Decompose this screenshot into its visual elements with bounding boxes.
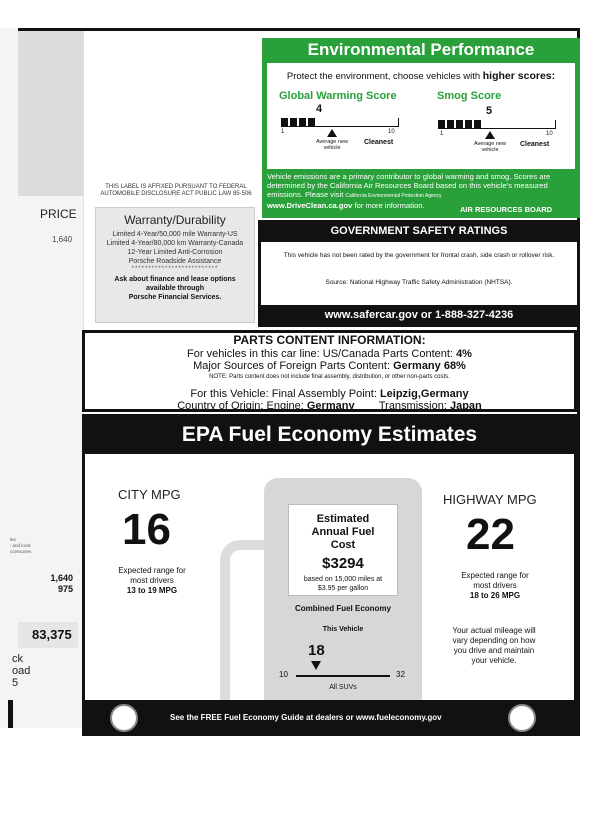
parts-line-1	[82, 348, 577, 360]
highway-mpg-label: HIGHWAY MPG	[443, 492, 537, 507]
range-text: Expected range for most drivers	[118, 566, 186, 585]
parts-value: Leipzig,Germany	[379, 388, 469, 400]
score-block	[465, 120, 472, 129]
parts-title: PARTS CONTENT INFORMATION:	[233, 333, 426, 347]
safety-title: GOVERNMENT SAFETY RATINGS	[258, 220, 580, 242]
average-marker-icon	[485, 131, 495, 139]
score-block	[474, 120, 481, 129]
range-value: 18 to 26 MPG	[469, 591, 521, 600]
smog-scale	[438, 120, 556, 129]
warranty-line: Limited 4-Year/80,000 km Warranty-Canada	[106, 240, 244, 247]
arb-label: AIR RESOURCES BOARD	[460, 205, 553, 214]
score-block	[438, 120, 445, 129]
range-text: Expected range for most drivers	[461, 571, 529, 590]
environmental-subtitle	[267, 70, 575, 82]
annual-cost-basis: based on 15,000 miles at $3.95 per gallon	[303, 576, 383, 592]
total-price: 83,375	[32, 627, 72, 642]
class-label: All SUVs	[329, 684, 357, 691]
parts-label: For vehicles in this car line:	[187, 348, 320, 360]
warranty-line: 12-Year Limited Anti-Corrosion	[127, 249, 223, 256]
parts-value: 4%	[456, 348, 472, 360]
epa-seal-icon	[110, 704, 138, 732]
global-warming-title: Global Warming Score	[279, 90, 397, 102]
city-mpg-value: 16	[122, 505, 171, 554]
calepa-text: California Environmental Protection Agency	[345, 193, 442, 199]
dot-seal-icon	[508, 704, 536, 732]
driveclean-link[interactable]: www.DriveClean.ca.gov	[267, 201, 353, 210]
average-marker-icon	[327, 129, 337, 137]
fragment-line: ccessories	[10, 549, 32, 554]
environmental-title: Environmental Performance	[307, 40, 535, 59]
combined-scale-line	[296, 675, 390, 677]
average-label: Average new vehicle	[473, 141, 506, 153]
cleanest-label: Cleanest	[364, 139, 394, 146]
score-block	[308, 118, 315, 127]
strip-value: 1,640	[50, 573, 74, 583]
price-label: PRICE	[40, 207, 77, 221]
highway-range	[455, 571, 535, 601]
score-block	[281, 118, 288, 127]
combined-min: 10	[279, 670, 288, 679]
parts-label: Major Sources of Foreign Parts Content:	[193, 360, 391, 372]
parts-label: For this Vehicle: Final Assembly Point:	[190, 388, 377, 400]
parts-label: Transmission:	[378, 400, 447, 412]
parts-label: US/Canada Parts Content:	[322, 348, 453, 360]
parts-note: NOTE: Parts content does not include final assembly, distribution, or other non-parts costs.	[209, 374, 450, 380]
scale-max: 10	[388, 129, 395, 135]
parts-label: Country of Origin: Engine:	[177, 400, 304, 412]
safercar-link[interactable]: www.safercar.gov or 1-888-327-4236	[258, 305, 580, 327]
epa-title: EPA Fuel Economy Estimates	[82, 414, 577, 454]
range-value: 13 to 19 MPG	[126, 586, 178, 595]
combined-max: 32	[396, 670, 405, 679]
parts-value: Japan	[449, 400, 482, 412]
combined-mpg-value: 18	[308, 642, 325, 659]
scale-end	[555, 120, 556, 129]
warranty-box	[95, 207, 255, 323]
score-block	[299, 118, 306, 127]
parts-line-3	[82, 388, 577, 400]
combined-marker-icon	[311, 661, 321, 670]
global-warming-score: 4	[316, 103, 323, 115]
fragment-line: 5	[12, 677, 19, 689]
actual-mileage-note: Your actual mileage will vary depending on how you drive and maintain your vehicle.	[452, 626, 536, 665]
price-value: 1,640	[52, 235, 73, 244]
safety-not-rated-text: This vehicle has not been rated by the government for frontal crash, side crash or rollover risk.	[283, 252, 555, 259]
score-block	[456, 120, 463, 129]
warranty-title: Warranty/Durability	[124, 213, 226, 227]
subtitle-text: Protect the environment, choose vehicles with	[286, 71, 481, 82]
warranty-line: Porsche Roadside Assistance	[128, 258, 222, 265]
note-text: Vehicle emissions are a primary contributor to global warming and smog. Scores are determined by the California Air Resources Board based on this vehicle's measured emissions. Please visit	[267, 172, 551, 199]
annual-cost-title: Estimated Annual Fuel Cost	[311, 513, 375, 551]
smog-title: Smog Score	[437, 90, 502, 102]
annual-cost-value: $3294	[322, 555, 364, 572]
smog-score: 5	[486, 105, 493, 117]
global-warming-scale	[281, 118, 399, 127]
parts-value: Germany 68%	[393, 360, 466, 372]
annual-fuel-cost-box	[288, 504, 398, 596]
finance-note	[96, 275, 254, 302]
fragment-line: ck	[12, 653, 23, 665]
note-suffix: for more information.	[354, 201, 425, 210]
scale-end	[398, 118, 399, 127]
this-vehicle-label: This Vehicle	[322, 626, 364, 633]
subtitle-bold: higher scores:	[482, 70, 556, 82]
disclosure-text: THIS LABEL IS AFFIXED PURSUANT TO FEDERAL AUTOMOBILE DISCLOSURE ACT PUBLIC LAW 85-506	[100, 184, 252, 197]
strip-value: 975	[58, 584, 74, 594]
fueleconomy-link[interactable]: See the FREE Fuel Economy Guide at dealers or www.fueleconomy.gov	[170, 713, 442, 722]
scale-min: 1	[281, 129, 285, 135]
parts-line-4	[82, 400, 577, 412]
city-range	[112, 566, 192, 596]
parts-value: Germany	[306, 400, 355, 412]
fragment-line: oad	[12, 665, 31, 677]
safety-source-text: Source: National Highway Traffic Safety Administration (NHTSA).	[325, 279, 513, 286]
combined-label: Combined Fuel Economy	[294, 604, 391, 613]
scale-max: 10	[546, 131, 553, 137]
cleanest-label: Cleanest	[520, 141, 550, 148]
fragment-line: : and local	[10, 543, 31, 548]
score-block	[447, 120, 454, 129]
scale-min: 1	[440, 131, 444, 137]
score-block	[290, 118, 297, 127]
average-label: Average new vehicle	[315, 139, 348, 151]
finance-line: Porsche Financial Services.	[128, 294, 222, 301]
fuel-pump-hose-icon	[220, 540, 268, 702]
city-mpg-label: CITY MPG	[118, 487, 181, 502]
barcode-fragment	[8, 700, 13, 728]
warranty-divider: **************************	[131, 266, 219, 272]
parts-line-2	[82, 360, 577, 372]
fragment-line: les	[10, 537, 16, 542]
warranty-line: Limited 4-Year/50,000 mile Warranty-US	[112, 231, 238, 238]
finance-line: Ask about finance and lease options	[114, 276, 236, 283]
highway-mpg-value: 22	[466, 510, 515, 559]
finance-line: available through	[146, 285, 204, 292]
